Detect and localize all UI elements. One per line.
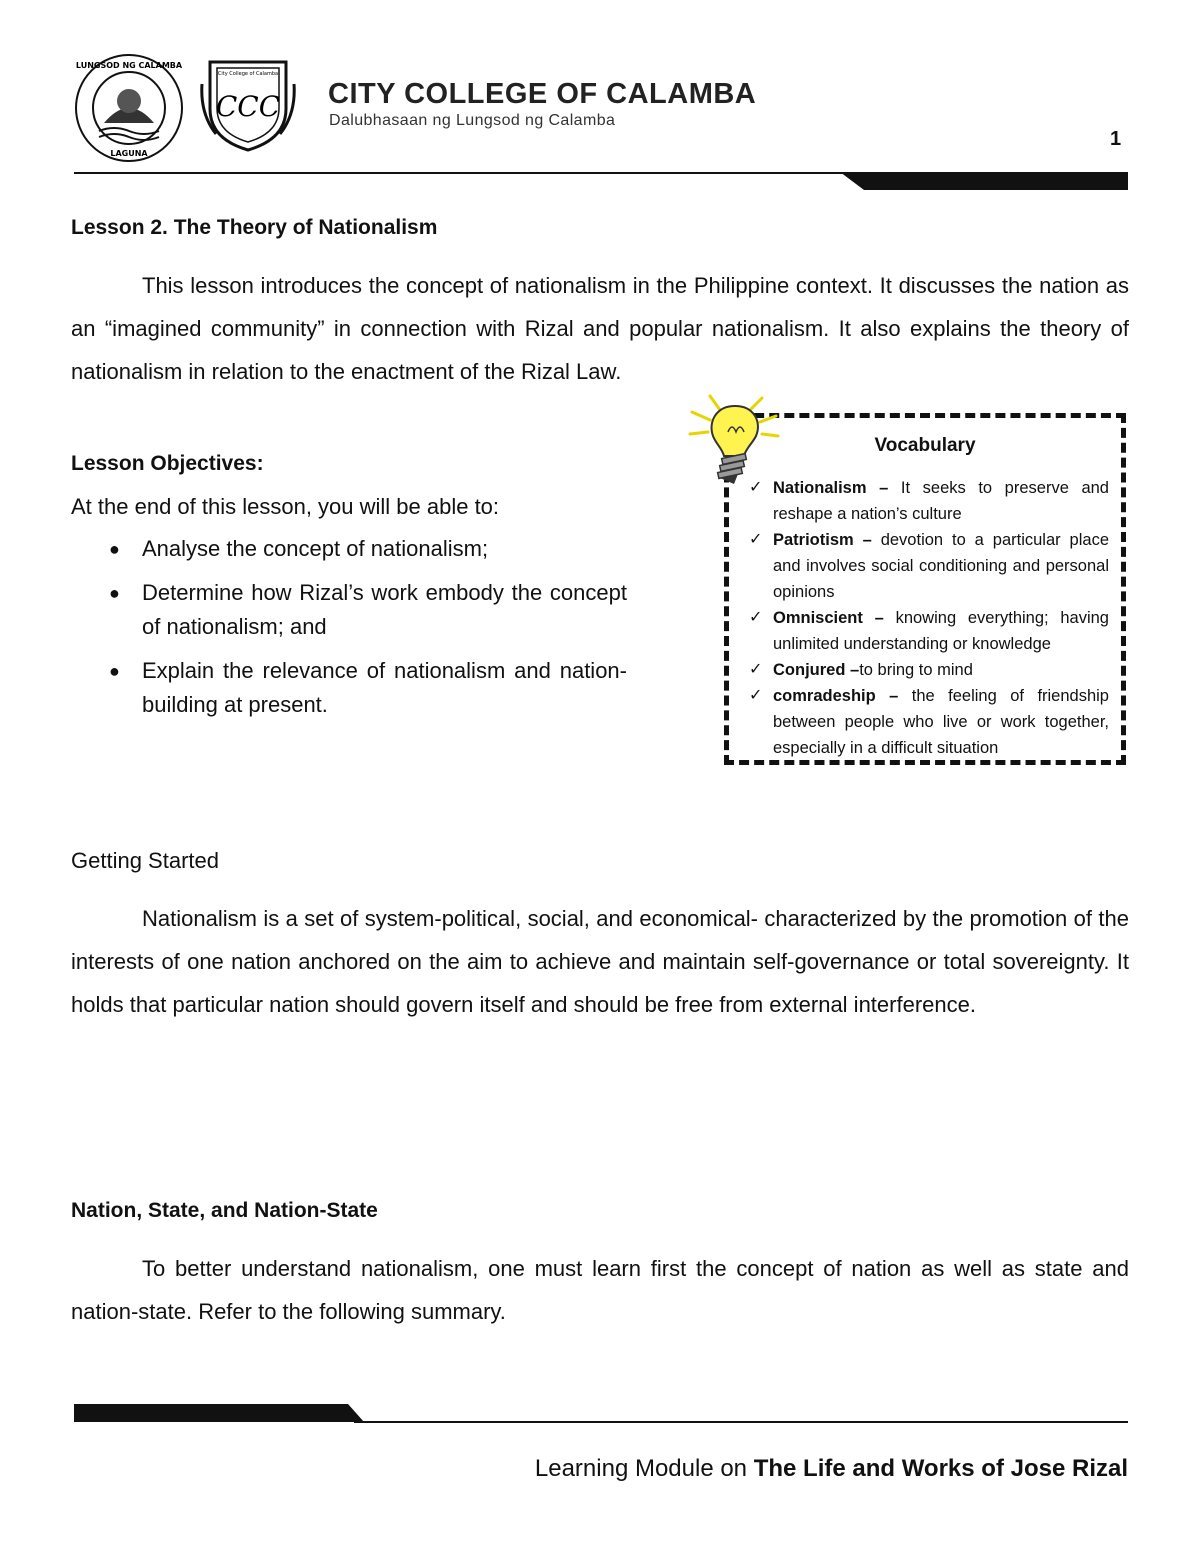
seal1-bottom-text: LAGUNA [110, 149, 148, 158]
footer-text [535, 1455, 1128, 1483]
lesson-intro-paragraph: This lesson introduces the concept of nationalism in the Philippine context. It discusses the nation as an “imagined community” in connection with Rizal and popular nationalism. It also explains the theory of nationalism in relation to the enactment of the Rizal Law. [71, 273, 1129, 384]
college-shield-logo [198, 54, 298, 154]
vocabulary-separator: – [875, 687, 912, 705]
footer-module-title: The Life and Works of Jose Rizal [753, 1455, 1128, 1482]
objective-text: Explain the relevance of nationalism and nation-building at present. [142, 658, 627, 717]
city-seal-logo [74, 53, 184, 163]
lightbulb-icon [680, 392, 780, 492]
vocabulary-box [724, 413, 1126, 765]
vocabulary-title: Vocabulary [874, 435, 976, 456]
vocabulary-term: Conjured [773, 661, 846, 679]
objectives-list [71, 532, 627, 732]
header-divider [74, 168, 1128, 192]
vocabulary-definition: devotion to a particular place and involves social conditioning and personal opinions [773, 531, 1109, 601]
objective-item [71, 532, 627, 566]
objective-item [71, 576, 627, 644]
college-name: CITY COLLEGE OF CALAMBA [328, 78, 757, 110]
vocabulary-term: Nationalism [773, 479, 867, 497]
vocabulary-definition: to bring to mind [859, 661, 973, 679]
lesson-title: Lesson 2. The Theory of Nationalism [71, 216, 438, 239]
vocabulary-separator: – [853, 531, 881, 549]
objective-text: Analyse the concept of nationalism; [142, 536, 489, 561]
getting-started-heading: Getting Started [71, 848, 219, 873]
college-subtitle: Dalubhasaan ng Lungsod ng Calamba [329, 112, 616, 129]
vocabulary-item [747, 657, 1109, 683]
vocabulary-item [747, 605, 1109, 657]
footer-prefix: Learning Module on [534, 1455, 754, 1482]
vocabulary-term: Omniscient [773, 609, 863, 627]
getting-started-paragraph: Nationalism is a set of system-political, social, and economical- characterized by the promotion of the interests of one nation anchored on the aim to achieve and maintain self-governance or total sovereignty. It holds that particular nation should govern itself and should be free from external interference. [71, 906, 1129, 1017]
seal1-top-text: LUNGSOD NG CALAMBA [75, 61, 183, 70]
nation-state-heading: Nation, State, and Nation-State [71, 1199, 378, 1222]
vocabulary-term: Patriotism [773, 531, 854, 549]
vocabulary-item [747, 527, 1109, 605]
footer-divider [74, 1402, 1128, 1424]
vocabulary-item [747, 475, 1109, 527]
objectives-intro: At the end of this lesson, you will be able to: [71, 494, 500, 519]
vocabulary-definition: the feeling of friendship between people who live or work together, especially in a difficult situation [773, 687, 1109, 757]
vocabulary-separator: – [862, 609, 896, 627]
checkmark-icon: ✓ [749, 609, 763, 626]
vocabulary-list [747, 475, 1109, 761]
vocabulary-separator: – [866, 479, 901, 497]
checkmark-icon: ✓ [749, 479, 763, 496]
bullet-icon: ● [109, 583, 120, 603]
seal2-caption: City College of Calamba [217, 71, 279, 77]
checkmark-icon: ✓ [749, 531, 763, 548]
objectives-heading: Lesson Objectives: [71, 452, 264, 475]
bullet-icon: ● [109, 539, 120, 559]
nation-state-paragraph: To better understand nationalism, one must learn first the concept of nation as well as state and nation-state. Refer to the following summary. [71, 1256, 1129, 1324]
vocabulary-definition: It seeks to preserve and reshape a nation’s culture [773, 479, 1109, 523]
vocabulary-item [747, 683, 1109, 761]
checkmark-icon: ✓ [749, 687, 763, 704]
vocabulary-separator: – [845, 661, 860, 679]
objective-item [71, 654, 627, 722]
vocabulary-term: comradeship [773, 687, 876, 705]
bullet-icon: ● [109, 661, 120, 681]
page-number: 1 [1110, 128, 1122, 150]
seal2-monogram: CCC [215, 90, 281, 123]
vocabulary-definition: knowing everything; having unlimited understanding or knowledge [773, 609, 1109, 653]
checkmark-icon: ✓ [749, 661, 763, 678]
objective-text: Determine how Rizal’s work embody the concept of nationalism; and [142, 580, 627, 639]
